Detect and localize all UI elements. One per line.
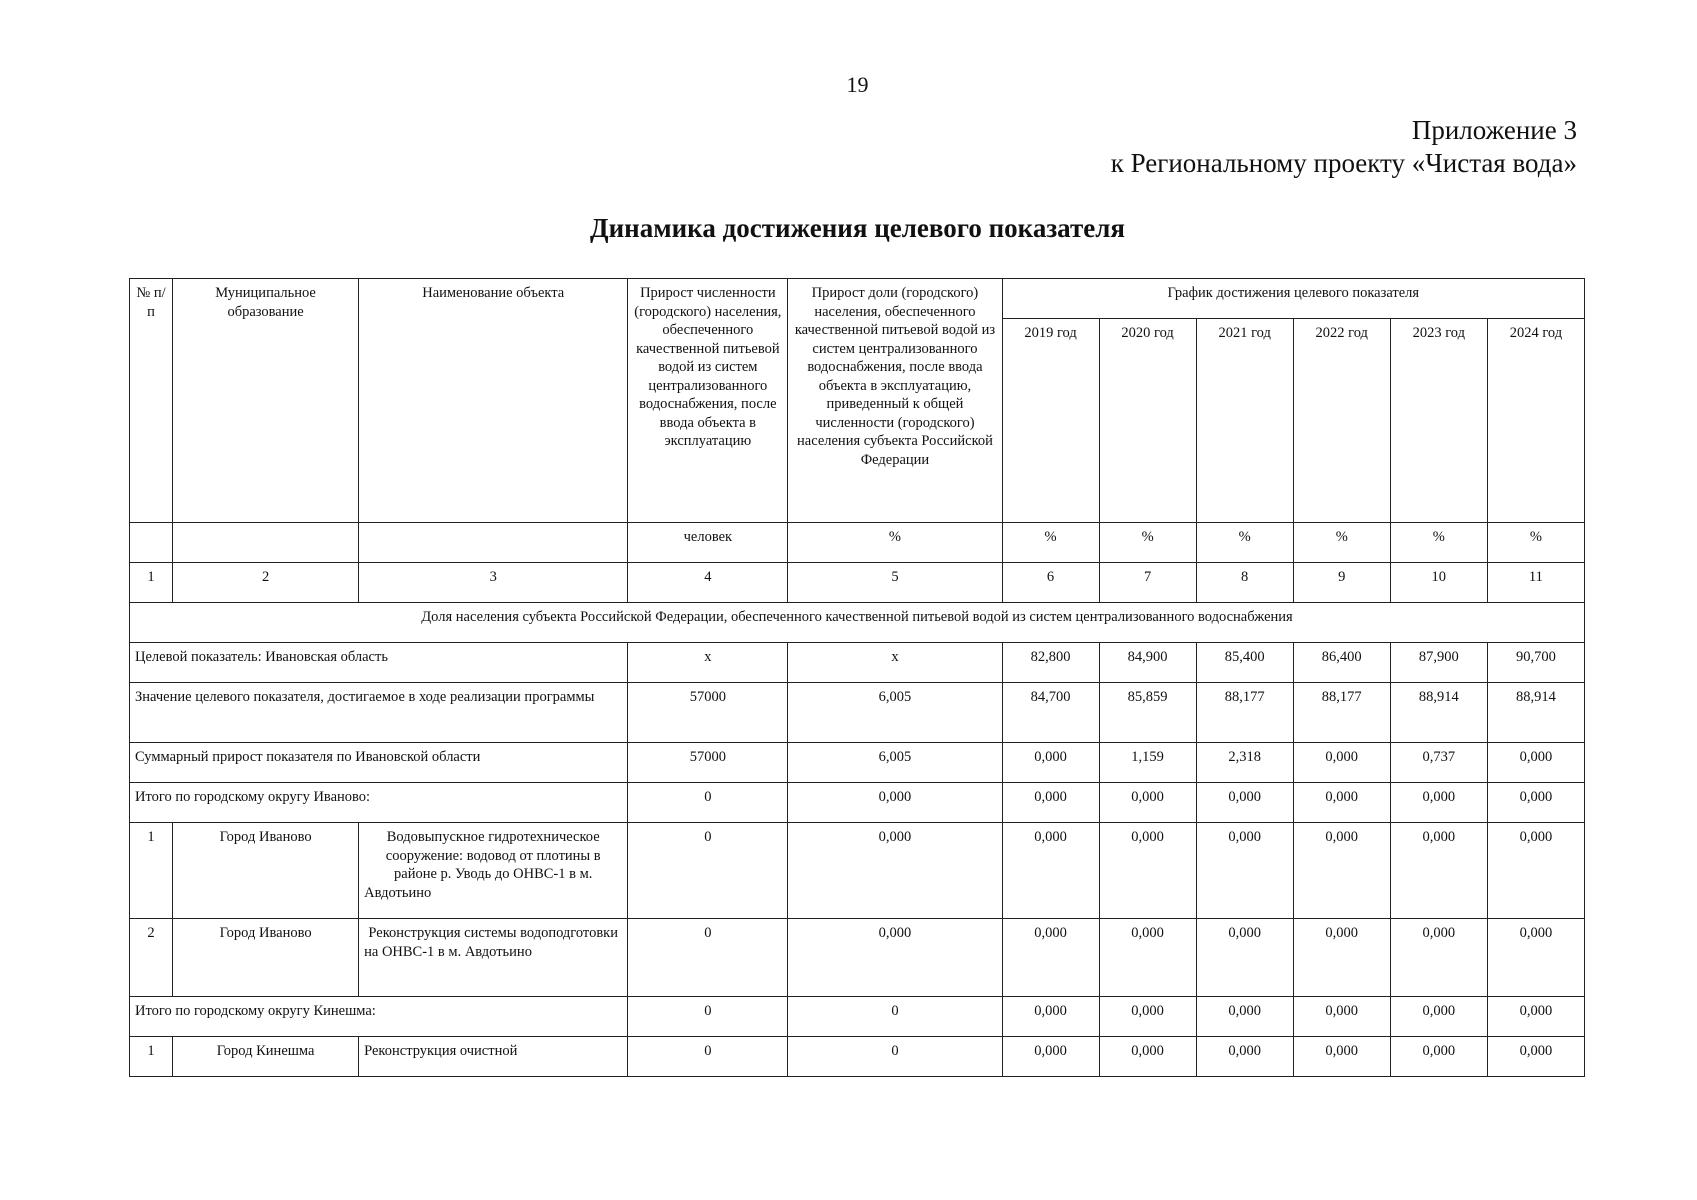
row-number: 1 [130,823,173,919]
year-value-cell: 0,000 [1293,783,1390,823]
document-title: Динамика достижения целевого показателя [590,213,1125,243]
year-value-cell: 0,000 [1293,997,1390,1037]
units-row [130,523,1585,563]
unit-cell: человек [628,523,788,563]
header-year: 2024 год [1487,319,1584,523]
year-value-cell: 2,318 [1196,743,1293,783]
unit-cell: % [1002,523,1099,563]
year-value-cell: 0,000 [1390,823,1487,919]
year-value-cell: 85,400 [1196,643,1293,683]
year-value-cell: 82,800 [1002,643,1099,683]
growth-share-cell: 0 [788,1037,1002,1077]
year-value-cell: 0,000 [1002,783,1099,823]
row-label: Целевой показатель: Ивановская область [130,643,628,683]
year-value-cell: 0,000 [1002,823,1099,919]
row-label: Суммарный прирост показателя по Ивановской области [130,743,628,783]
column-number: 6 [1002,563,1099,603]
municipality-cell: Город Иваново [173,919,359,997]
header-growth-count: Прирост численности (городского) населения, обеспеченного качественной питьевой водой из систем централизованного водоснабжения, после ввода объекта в эксплуатацию [628,279,788,523]
year-value-cell: 84,700 [1002,683,1099,743]
year-value-cell: 86,400 [1293,643,1390,683]
year-value-cell: 0,000 [1099,823,1196,919]
year-value-cell: 0,000 [1390,783,1487,823]
year-value-cell: 0,000 [1196,919,1293,997]
summary-row [130,643,1585,683]
year-value-cell: 0,000 [1487,743,1584,783]
column-number-row [130,563,1585,603]
header-year: 2019 год [1002,319,1099,523]
year-value-cell: 0,000 [1487,997,1584,1037]
year-value-cell: 0,000 [1002,997,1099,1037]
header-year: 2021 год [1196,319,1293,523]
year-value-cell: 88,177 [1293,683,1390,743]
column-number: 8 [1196,563,1293,603]
growth-count-cell: 0 [628,1037,788,1077]
appendix-line-2: к Региональному проекту «Чистая вода» [1110,148,1577,178]
column-number: 1 [130,563,173,603]
summary-row [130,683,1585,743]
unit-cell: % [1099,523,1196,563]
header-num: № п/п [130,279,173,523]
year-value-cell: 0,000 [1293,823,1390,919]
growth-count-cell: 0 [628,997,788,1037]
year-value-cell: 88,914 [1390,683,1487,743]
unit-cell: % [1390,523,1487,563]
row-number: 1 [130,1037,173,1077]
row-number: 2 [130,919,173,997]
year-value-cell: 0,000 [1002,919,1099,997]
header-year: 2023 год [1390,319,1487,523]
row-label: Итого по городскому округу Иваново: [130,783,628,823]
column-number: 3 [359,563,628,603]
row-label: Итого по городскому округу Кинешма: [130,997,628,1037]
year-value-cell: 0,000 [1487,823,1584,919]
year-value-cell: 0,000 [1196,1037,1293,1077]
growth-count-cell: 57000 [628,683,788,743]
growth-share-cell: 0,000 [788,783,1002,823]
year-value-cell: 88,914 [1487,683,1584,743]
column-number: 2 [173,563,359,603]
column-number: 4 [628,563,788,603]
growth-count-cell: 0 [628,783,788,823]
year-value-cell: 0,000 [1390,919,1487,997]
year-value-cell: 84,900 [1099,643,1196,683]
unit-cell: % [1196,523,1293,563]
year-value-cell: 0,000 [1487,783,1584,823]
units-empty [359,523,628,563]
appendix-note [1111,114,1577,180]
object-name-cell: Водовыпускное гидротехническое сооружение: водовод от плотины в районе р. Уводь до ОНВС-1 в м. Авдотьино [359,823,628,919]
units-empty [173,523,359,563]
year-value-cell: 0,000 [1099,997,1196,1037]
unit-cell: % [788,523,1002,563]
object-row [130,919,1585,997]
column-number: 11 [1487,563,1584,603]
year-value-cell: 0,000 [1390,997,1487,1037]
year-value-cell: 0,000 [1099,1037,1196,1077]
year-value-cell: 0,000 [1487,919,1584,997]
growth-share-cell: 0 [788,997,1002,1037]
header-object: Наименование объекта [359,279,628,523]
header-schedule: График достижения целевого показателя [1002,279,1584,319]
year-value-cell: 0,000 [1002,1037,1099,1077]
object-name-cell: Реконструкция системы водоподготовки на ОНВС-1 в м. Авдотьино [359,919,628,997]
page-number: 19 [846,72,869,97]
year-value-cell: 0,000 [1487,1037,1584,1077]
summary-row [130,743,1585,783]
growth-share-cell: x [788,643,1002,683]
municipality-cell: Город Иваново [173,823,359,919]
year-value-cell: 0,000 [1002,743,1099,783]
year-value-cell: 0,000 [1196,783,1293,823]
growth-share-cell: 6,005 [788,743,1002,783]
unit-cell: % [1293,523,1390,563]
growth-count-cell: 57000 [628,743,788,783]
year-value-cell: 0,000 [1390,1037,1487,1077]
year-value-cell: 1,159 [1099,743,1196,783]
object-name-cell: Реконструкция очистной [359,1037,628,1077]
year-value-cell: 0,000 [1293,919,1390,997]
object-row [130,823,1585,919]
growth-count-cell: 0 [628,919,788,997]
summary-row [130,783,1585,823]
growth-share-cell: 6,005 [788,683,1002,743]
object-row [130,1037,1585,1077]
year-value-cell: 0,000 [1099,919,1196,997]
header-year: 2020 год [1099,319,1196,523]
header-municipality: Муниципальное образование [173,279,359,523]
municipality-cell: Город Кинешма [173,1037,359,1077]
year-value-cell: 0,000 [1293,743,1390,783]
year-value-cell: 87,900 [1390,643,1487,683]
row-label: Значение целевого показателя, достигаемое в ходе реализации программы [130,683,628,743]
column-number: 9 [1293,563,1390,603]
column-number: 5 [788,563,1002,603]
year-value-cell: 88,177 [1196,683,1293,743]
section-title-row [130,603,1585,643]
header-growth-share: Прирост доли (городского) населения, обеспеченного качественной питьевой водой из систем централизованного водоснабжения, после ввода объекта в эксплуатацию, приведенный к общей численности (городского) населения субъекта Российской Федерации [788,279,1002,523]
header-year: 2022 год [1293,319,1390,523]
indicator-table [129,278,1585,1077]
year-value-cell: 0,000 [1196,997,1293,1037]
growth-share-cell: 0,000 [788,919,1002,997]
growth-count-cell: x [628,643,788,683]
column-number: 10 [1390,563,1487,603]
year-value-cell: 0,000 [1099,783,1196,823]
year-value-cell: 85,859 [1099,683,1196,743]
units-empty [130,523,173,563]
growth-count-cell: 0 [628,823,788,919]
year-value-cell: 0,000 [1196,823,1293,919]
year-value-cell: 90,700 [1487,643,1584,683]
year-value-cell: 0,737 [1390,743,1487,783]
year-value-cell: 0,000 [1293,1037,1390,1077]
growth-share-cell: 0,000 [788,823,1002,919]
appendix-line-1: Приложение 3 [1411,115,1577,145]
column-number: 7 [1099,563,1196,603]
unit-cell: % [1487,523,1584,563]
section-title: Доля населения субъекта Российской Федерации, обеспеченного качественной питьевой водой из систем централизованного водоснабжения [130,603,1585,643]
header-row-1 [130,279,1585,319]
summary-row [130,997,1585,1037]
